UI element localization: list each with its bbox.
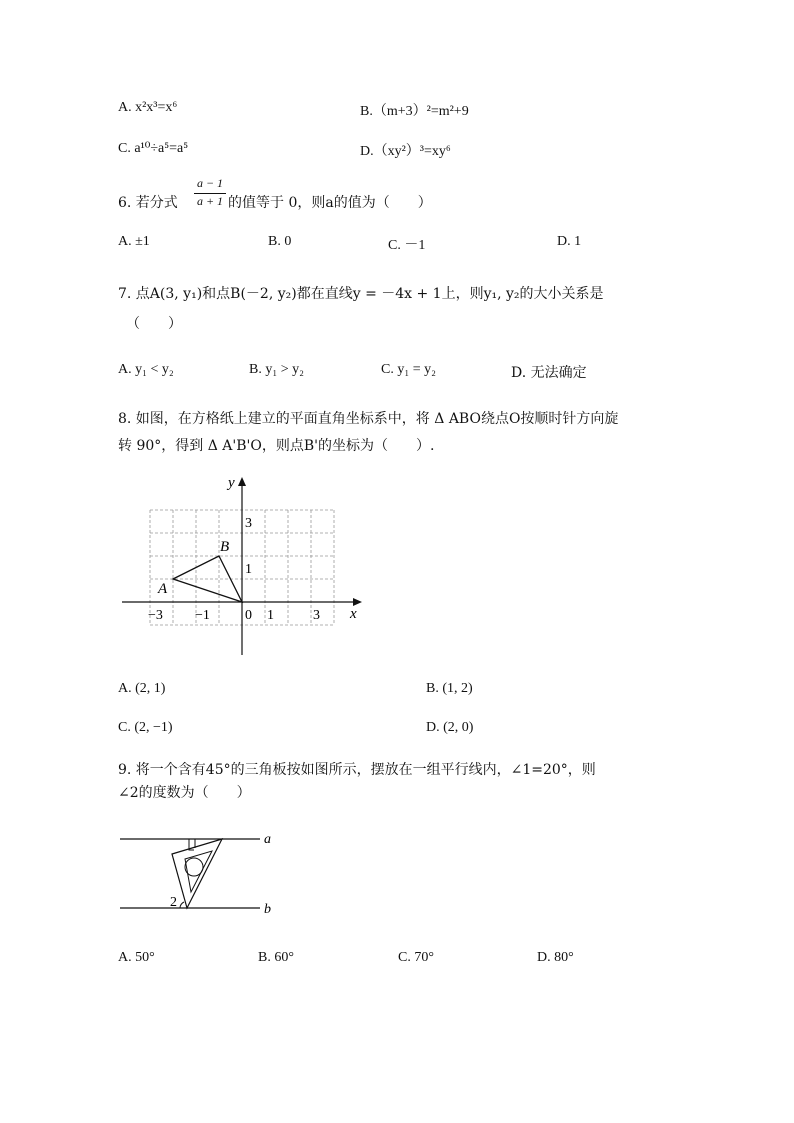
q8-point-a-label: A	[158, 581, 168, 597]
q7-stem-line1: 7. 点A(3, y₁)和点B(－2, y₂)都在直线y = －4x + 1上，则y₁, y₂的大小关系是	[118, 286, 604, 302]
q6-stem-suffix: 的值等于 0，则a的值为（ ）	[228, 195, 432, 211]
q7-stem-line2: （ ）	[126, 316, 182, 332]
q7-option-a: A. y₁ < y₂	[118, 362, 174, 377]
q6-option-c: C. －1	[388, 238, 426, 253]
q7-option-b: B. y₁ > y₂	[249, 362, 304, 377]
q8-tick-y-3: 3	[245, 516, 252, 531]
q9-line-b-label: b	[264, 902, 271, 917]
q6-fraction-numerator: a − 1	[196, 176, 224, 190]
q8-stem-line1: 8. 如图，在方格纸上建立的平面直角坐标系中，将 Δ ABO绕点O按顺时针方向旋	[118, 411, 619, 427]
q8-coordinate-figure	[110, 468, 380, 663]
q8-option-c: C. (2, −1)	[118, 720, 173, 735]
q9-stem-line2: ∠2的度数为（ ）	[118, 785, 251, 801]
q9-angle2-arc	[180, 902, 184, 908]
q8-tick-x-neg1: −1	[195, 608, 210, 623]
q8-option-a: A. (2, 1)	[118, 681, 166, 696]
q8-stem-line2: 转 90°，得到 Δ A'B'O，则点B'的坐标为（ ）.	[118, 438, 435, 454]
q9-angle2-label: 2	[170, 895, 177, 910]
q9-option-b: B. 60°	[258, 950, 294, 965]
q5-option-a: A. x²x³=x⁶	[118, 100, 178, 115]
q7-option-c: C. y₁ = y₂	[381, 362, 436, 377]
q9-parallel-lines-figure	[110, 826, 290, 921]
q8-y-arrow-icon	[238, 477, 246, 486]
q9-triangle-board	[172, 839, 222, 908]
q8-option-d: D. (2, 0)	[426, 720, 474, 735]
q6-fraction-denominator: a + 1	[196, 194, 224, 208]
q8-tick-x-neg3: −3	[148, 608, 163, 623]
q5-option-b: B.（m+3）²=m²+9	[360, 104, 469, 119]
q9-option-d: D. 80°	[537, 950, 574, 965]
q6-option-d: D. 1	[557, 234, 582, 249]
q8-tick-y-1: 1	[245, 562, 252, 577]
q9-option-c: C. 70°	[398, 950, 434, 965]
q8-y-axis-label: y	[228, 475, 235, 491]
q8-tick-x-3: 3	[313, 608, 320, 623]
q9-stem-line1: 9. 将一个含有45°的三角板按如图所示，摆放在一组平行线内，∠1=20°，则	[118, 762, 596, 778]
q8-tick-x-0: 0	[245, 608, 252, 623]
q8-point-b-label: B	[220, 539, 230, 555]
q8-x-axis-label: x	[350, 606, 357, 622]
q8-tick-x-1: 1	[267, 608, 274, 623]
q9-circle-hole-icon	[185, 858, 203, 876]
q7-option-d: D. 无法确定	[511, 365, 587, 381]
q8-option-b: B. (1, 2)	[426, 681, 473, 696]
q5-option-c: C. a¹⁰÷a⁵=a⁵	[118, 141, 189, 156]
q8-x-arrow-icon	[353, 598, 362, 606]
q9-line-a-label: a	[264, 832, 271, 847]
q6-option-a: A. ±1	[118, 234, 150, 249]
q6-option-b: B. 0	[268, 234, 292, 249]
q5-option-d: D.（xy²）³=xy⁶	[360, 144, 451, 159]
q9-option-a: A. 50°	[118, 950, 155, 965]
q6-stem-prefix: 6. 若分式	[118, 195, 178, 211]
